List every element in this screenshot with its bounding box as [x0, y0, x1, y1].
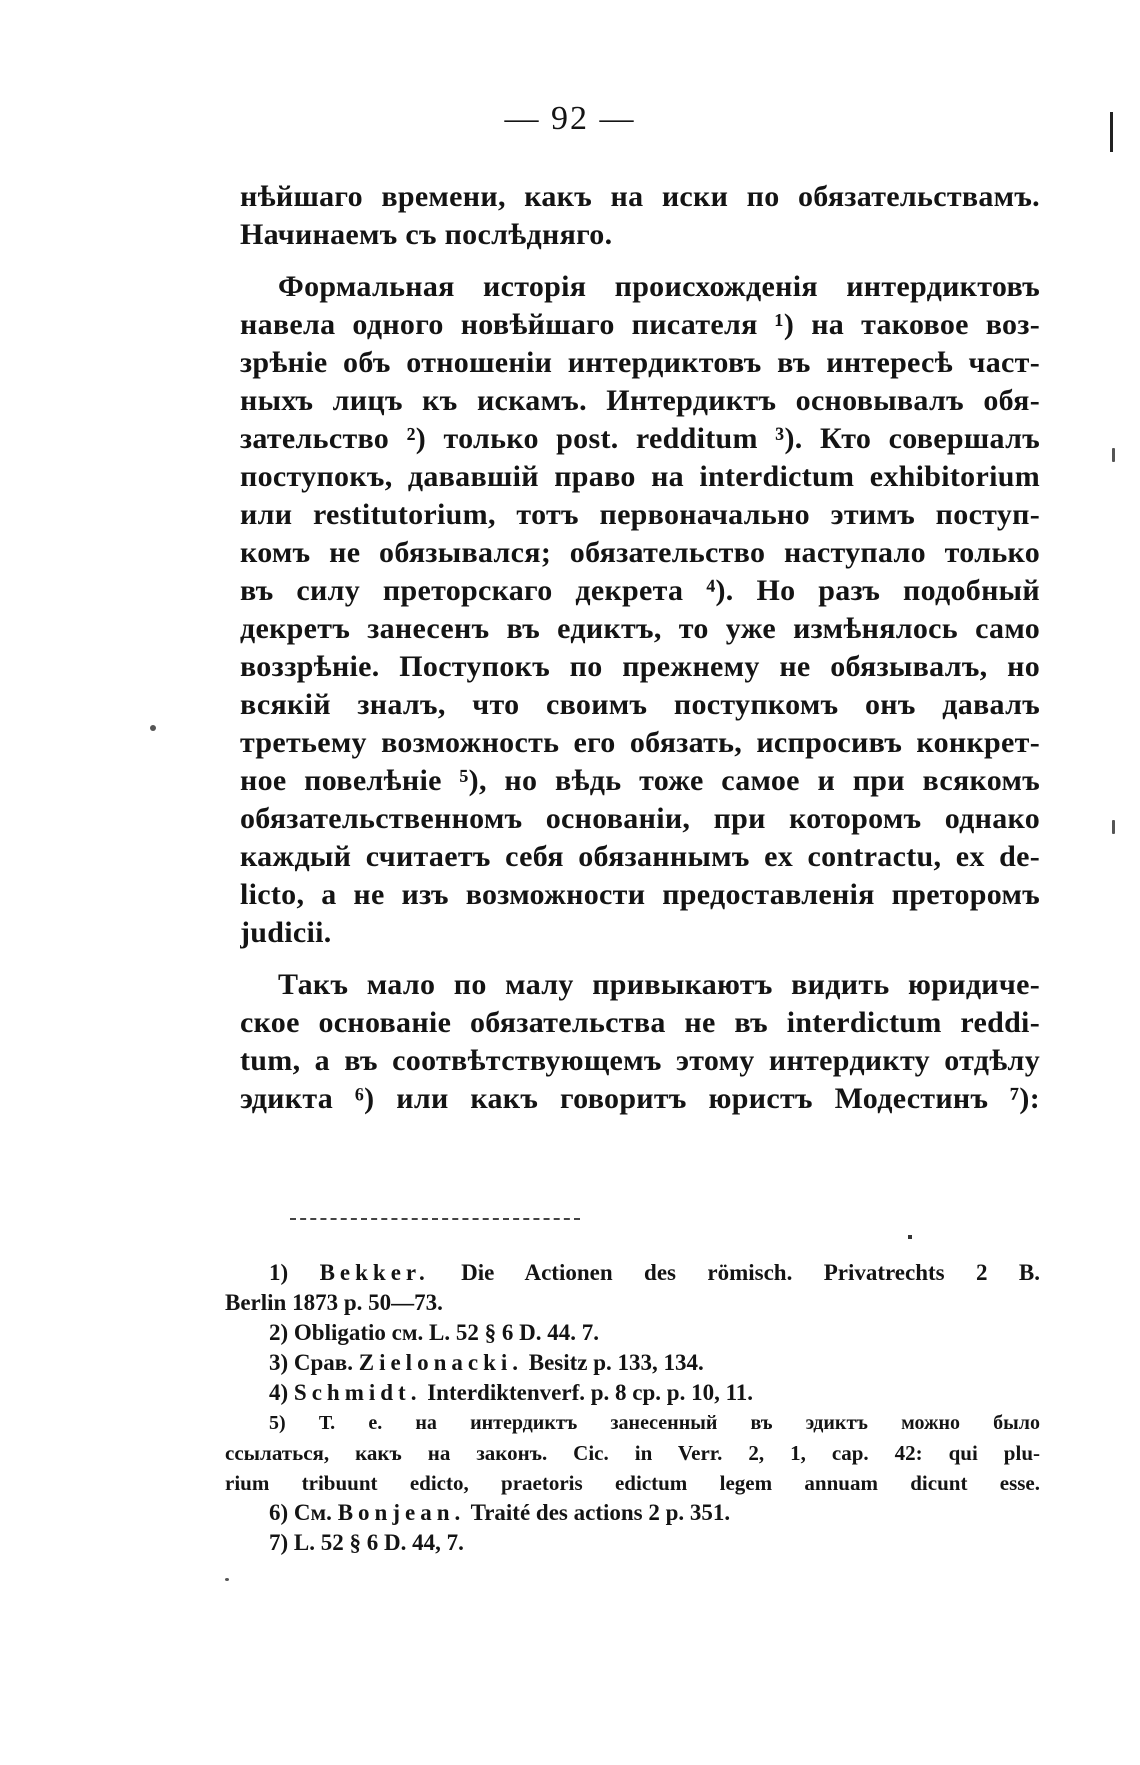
footnote-number: 1) [269, 1260, 289, 1285]
footnote-author: Zielonacki. [358, 1350, 523, 1375]
text-line: зательство ²) только post. redditum ³). Кто совершалъ [240, 422, 1040, 455]
footnote-1-continued: Berlin 1873 p. 50—73. [225, 1290, 443, 1315]
footnote-text: 4) [269, 1380, 289, 1405]
text-line: декретъ занесенъ въ едиктъ, то уже измѣнялось само [240, 612, 1040, 645]
text-line: комъ не обязывался; обязательство наступало только [240, 536, 1040, 569]
footnote-author: Bonjean. [337, 1500, 466, 1525]
text-line: или restitutorium, тотъ первоначально этимъ поступ- [240, 498, 1040, 531]
page-number: — 92 — [504, 100, 636, 137]
paragraph-3 [240, 966, 1040, 1118]
text-line: обязательственномъ основаніи, при которомъ однако [240, 802, 1040, 835]
footnote-1 [225, 1258, 1040, 1288]
text-line: навела одного новѣйшаго писателя ¹) на таковое воз- [240, 308, 1040, 341]
text-line: третьему возможность его обязать, испросивъ конкрет- [240, 726, 1040, 759]
footnotes [225, 1258, 1040, 1558]
text-line: judicii. [240, 916, 332, 949]
ink-speck [1112, 448, 1115, 462]
footnote-author: Schmidt. [293, 1380, 422, 1405]
ink-speck [1112, 820, 1115, 834]
text-line: ное повелѣніе ⁵), но вѣдь тоже самое и при всякомъ [240, 764, 1040, 797]
ink-speck [150, 725, 156, 731]
paragraph-1 [240, 178, 1040, 254]
footnote-5-continued: rium tribuunt edicto, praetoris edictum legem annuam dicunt esse. [225, 1471, 1040, 1495]
text-line: поступокъ, дававшій право на interdictum exhibitorium [240, 460, 1040, 493]
text-line: всякій зналъ, что своимъ поступкомъ онъ давалъ [240, 688, 1040, 721]
main-text [240, 178, 1040, 1118]
text-line: въ силу преторскаго декрета ⁴). Но разъ подобный [240, 574, 1040, 607]
footnote-text: 6) См. [269, 1500, 332, 1525]
text-line: tum, а въ соотвѣтствующемъ этому интердикту отдѣлу [240, 1044, 1040, 1077]
text-line: Формальная исторія происхожденія интердиктовъ [278, 270, 1040, 303]
ink-speck [908, 1235, 912, 1239]
paragraph-2 [240, 268, 1040, 952]
footnote-7: 7) L. 52 § 6 D. 44, 7. [269, 1530, 464, 1555]
text-line: Такъ мало по малу привыкаютъ видить юридиче- [278, 968, 1040, 1001]
footnote-text: 3) Срав. [269, 1350, 353, 1375]
text-line: эдикта ⁶) или какъ говоритъ юристъ Модестинъ ⁷): [240, 1082, 1040, 1115]
scan-edge-mark [1110, 112, 1113, 152]
footnote-5-continued: ссылаться, какъ на законъ. Cic. in Verr. 2, 1, cap. 42: qui plu- [225, 1441, 1040, 1465]
footnote-5: 5) Т. е. на интердиктъ занесенный въ эдиктъ можно было [269, 1412, 1040, 1434]
footnote-author: Bekker. [319, 1260, 430, 1285]
footnote-4 [225, 1378, 1040, 1408]
text-line: каждый считаетъ себя обязаннымъ ex contractu, ex de- [240, 840, 1040, 873]
footnote-text: Traité des actions 2 p. 351. [470, 1500, 731, 1525]
footnote-text: Die Actionen des römisch. Privatrechts 2 B. [461, 1260, 1040, 1285]
ink-speck [225, 1578, 229, 1581]
text-line: ское основаніе обязательства не въ interdictum reddi- [240, 1006, 1040, 1039]
text-line: licto, а не изъ возможности предоставленія преторомъ [240, 878, 1040, 911]
footnote-6 [225, 1498, 1040, 1528]
footnote-text: Interdiktenverf. p. 8 cp. p. 10, 11. [427, 1380, 754, 1405]
text-line: Начинаемъ съ послѣдняго. [240, 218, 613, 251]
text-line: зрѣніе объ отношеніи интердиктовъ въ интересѣ част- [240, 346, 1040, 379]
footnote-text: Besitz p. 133, 134. [528, 1350, 704, 1375]
text-line: ныхъ лицъ къ искамъ. Интердиктъ основывалъ обя- [240, 384, 1040, 417]
footnote-separator [290, 1218, 580, 1220]
text-line: воззрѣніе. Поступокъ по прежнему не обязывалъ, но [240, 650, 1040, 683]
text-line: нѣйшаго времени, какъ на иски по обязательствамъ. [240, 180, 1040, 213]
footnote-2: 2) Obligatio см. L. 52 § 6 D. 44. 7. [269, 1320, 599, 1345]
footnote-3 [225, 1348, 1040, 1378]
